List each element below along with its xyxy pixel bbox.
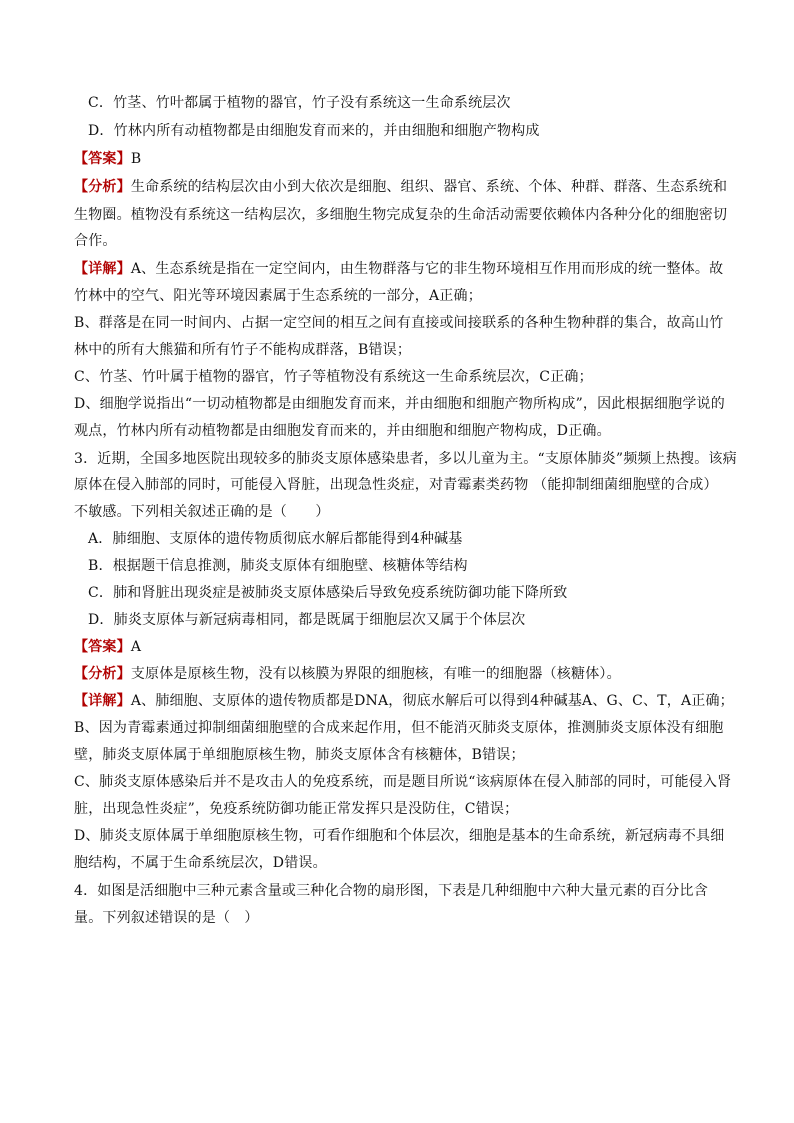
option-b-line: B．根据题干信息推测，肺炎支原体有细胞壁、核糖体等结构 — [88, 558, 468, 574]
text-line: 林中的所有大熊猫和所有竹子不能构成群落，B错误； — [74, 342, 412, 358]
text-line: 竹林中的空气、阳光等环境因素属于生态系统的一部分，A正确； — [74, 288, 482, 304]
detail-tag: 【详解】 — [74, 261, 131, 277]
answer-value: B — [130, 151, 142, 167]
analysis-tag: 【分析】 — [74, 666, 131, 682]
option-a-line: A．肺细胞、支原体的遗传物质彻底水解后都能得到4种碱基 — [88, 531, 463, 547]
text-line: B、群落是在同一时间内、占据一定空间的相互之间有直接或间接联系的各种生物种群的集合，故高山竹 — [74, 315, 724, 331]
question-4-line: 4．如图是活细胞中三种元素含量或三种化合物的扇形图，下表是几种细胞中六种大量元素的百分比含 — [74, 883, 708, 899]
text-line: 胞结构，不属于生命系统层次，D错误。 — [74, 855, 327, 871]
text-line: D、肺炎支原体属于单细胞原核生物，可看作细胞和个体层次，细胞是基本的生命系统，新冠病毒不具细 — [74, 828, 725, 844]
text-line: 脏，出现急性炎症”，免疫系统防御功能正常发挥只是没防住，C错误； — [74, 801, 519, 817]
text-line: 观点，竹林内所有动植物都是由细胞发育而来的，并由细胞和细胞产物构成，D正确。 — [74, 423, 611, 439]
answer-tag: 【答案】 — [74, 639, 131, 655]
detail-line — [74, 260, 723, 278]
answer-tag: 【答案】 — [74, 151, 131, 167]
question-3-line: 3．近期，全国多地医院出现较多的肺炎支原体感染患者，多以儿童为主。“支原体肺炎”频频上热搜。该病 — [74, 451, 737, 467]
answer-value: A — [130, 639, 142, 655]
analysis-line — [74, 665, 621, 683]
text-line: 量。下列叙述错误的是（ ） — [74, 910, 259, 926]
text-line: 壁，肺炎支原体属于单细胞原核生物，肺炎支原体含有核糖体，B错误； — [74, 747, 525, 763]
detail-tag: 【详解】 — [74, 693, 131, 709]
option-d-line: D．肺炎支原体与新冠病毒相同，都是既属于细胞层次又属于个体层次 — [88, 612, 526, 628]
text-line: D、细胞学说指出“一切动植物都是由细胞发育而来，并由细胞和细胞产物所构成”，因此根据细胞学说的 — [74, 396, 725, 412]
analysis-text: 生命系统的结构层次由小到大依次是细胞、组织、器官、系统、个体、种群、群落、生态系统和 — [130, 179, 728, 195]
answer-line — [74, 638, 141, 656]
analysis-text: 支原体是原核生物，没有以核膜为界限的细胞核，有唯一的细胞器（核糖体）。 — [130, 666, 621, 682]
text-line: 生物圈。植物没有系统这一结构层次，多细胞生物完成复杂的生命活动需要依赖体内各种分化的细胞密切 — [74, 207, 728, 223]
answer-line — [74, 150, 141, 168]
analysis-line — [74, 178, 727, 196]
detail-text: A、肺细胞、支原体的遗传物质都是DNA，彻底水解后可以得到4种碱基A、G、C、T，A正确； — [130, 693, 734, 709]
text-line: B、因为青霉素通过抑制细菌细胞壁的合成来起作用，但不能消灭肺炎支原体，推测肺炎支原体没有细胞 — [74, 720, 724, 736]
text-line: C、竹茎、竹叶属于植物的器官，竹子等植物没有系统这一生命系统层次，C正确； — [74, 369, 593, 385]
text-line: 不敏感。下列相关叙述正确的是（ ） — [74, 504, 330, 520]
text-line: 原体在侵入肺部的同时，可能侵入肾脏，出现急性炎症，对青霉素类药物 （能抑制细菌细胞壁的合成） — [74, 477, 718, 493]
detail-text: A、生态系统是指在一定空间内，由生物群落与它的非生物环境相互作用而形成的统一整体。故 — [130, 261, 724, 277]
analysis-tag: 【分析】 — [74, 179, 131, 195]
text-line: 合作。 — [74, 233, 117, 249]
option-c-line: C．肺和肾脏出现炎症是被肺炎支原体感染后导致免疫系统防御功能下降所致 — [88, 585, 568, 601]
text-line: C、肺炎支原体感染后并不是攻击人的免疫系统，而是题目所说“该病原体在侵入肺部的同时，可能侵入肾 — [74, 774, 732, 790]
option-c-line: C．竹茎、竹叶都属于植物的器官，竹子没有系统这一生命系统层次 — [88, 95, 511, 111]
option-d-line: D．竹林内所有动植物都是由细胞发育而来的，并由细胞和细胞产物构成 — [88, 123, 540, 139]
detail-line — [74, 692, 734, 710]
